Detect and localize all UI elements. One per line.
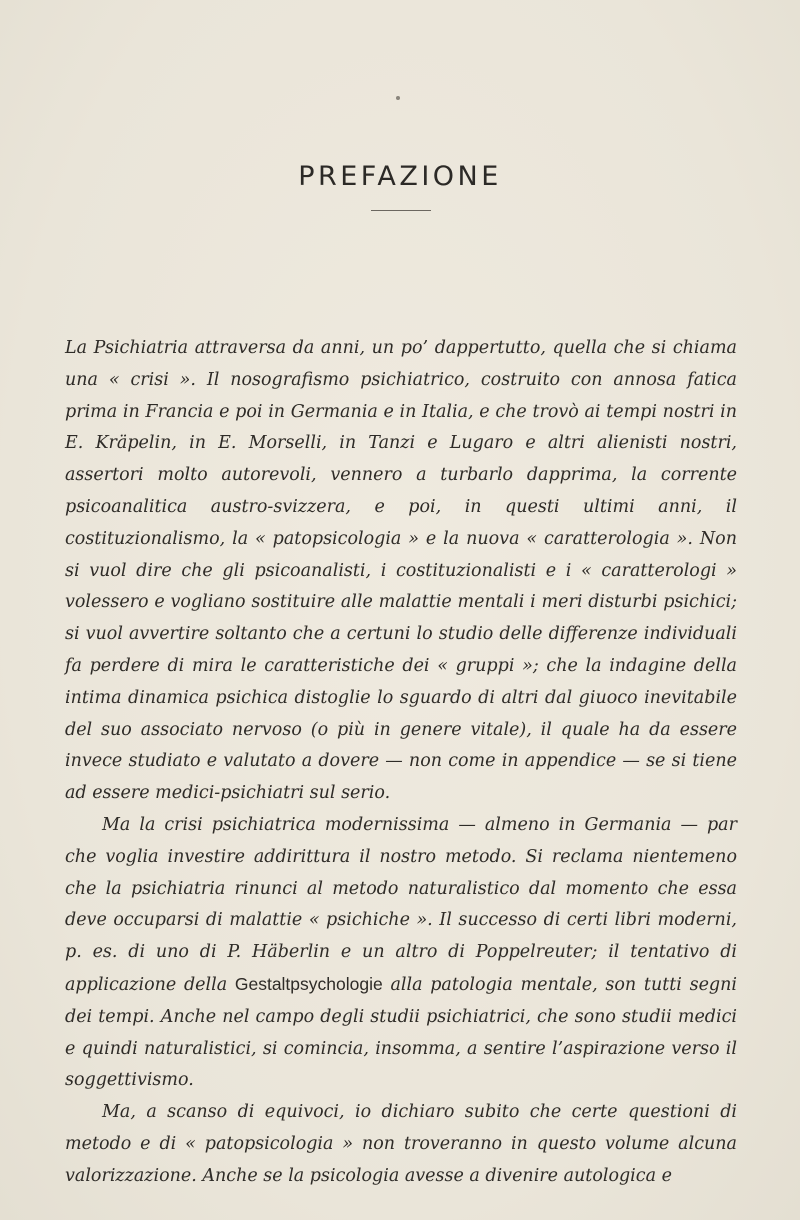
page-title: PREFAZIONE	[298, 161, 502, 192]
gestaltpsychologie-term: Gestaltpsychologie	[234, 973, 383, 994]
paragraph-2-text-a: Ma la crisi psichiatrica modernissima — almeno in Germania — par che voglia investire addirittura il nostro metodo. Si reclama nientemeno che la psichiatria rinunci al metodo naturalistico dal momento che essa deve occuparsi di malattie « psichiche ». Il successo di certi libri moderni, p. es. di uno di P. Häberlin e un altro di Poppelreuter; il tentativo di applicazione della	[65, 814, 737, 995]
paragraph-1-text: La Psichiatria attraversa da anni, un po’ dappertutto, quella che si chiama una « crisi ». Il nosografismo psichiatrico, costruito con annosa fatica prima in Francia e poi in Germania e in Italia, e che trovò ai tempi nostri in E. Kräpelin, in E. Morselli, in Tanzi e Lugaro e altri alienisti nostri, assertori molto autorevoli, vennero a turbarlo dapprima, la corrente psicoanalitica austro-svizzera, e poi, in questi ultimi anni, il costituzionalismo, la « patopsicologia » e la nuova « caratterologia ». Non si vuol dire che gli psicoanalisti, i costituzionalisti e i « caratterologi » volessero e vogliano sostituire alle malattie mentali i meri disturbi psichici; si vuol avvertire soltanto che a certuni lo studio delle differenze individuali fa perdere di mira le caratteristiche dei « gruppi »; che la indagine della intima dinamica psichica distoglie lo sguardo di altri dal giuoco inevitabile del suo associato nervoso (o più in genere vitale), il quale ha da essere invece studiato e valutato a dovere — non come in appendice — se si tiene ad essere medici-psichiatri sul serio.	[65, 338, 737, 804]
title-divider	[371, 210, 431, 211]
paragraph-2	[65, 810, 737, 1097]
paragraph-1	[65, 333, 737, 810]
paragraph-3	[65, 1097, 737, 1192]
paragraph-3-text: Ma, a scanso di equivoci, io dichiaro subito che certe questioni di metodo e di « patopsicologia » non troveranno in questo volume alcuna valorizzazione. Anche se la psicologia avesse a divenire autologica e	[65, 1102, 737, 1186]
paper-speck	[396, 96, 400, 100]
preface-body	[65, 333, 737, 1193]
paragraph-2-text-b: alla patologia mentale, son tutti segni dei tempi. Anche nel campo degli studii psichiatrici, che sono studii medici e quindi naturalistici, si comincia, insomma, a sentire l’aspirazione verso il soggettivismo.	[65, 974, 737, 1091]
